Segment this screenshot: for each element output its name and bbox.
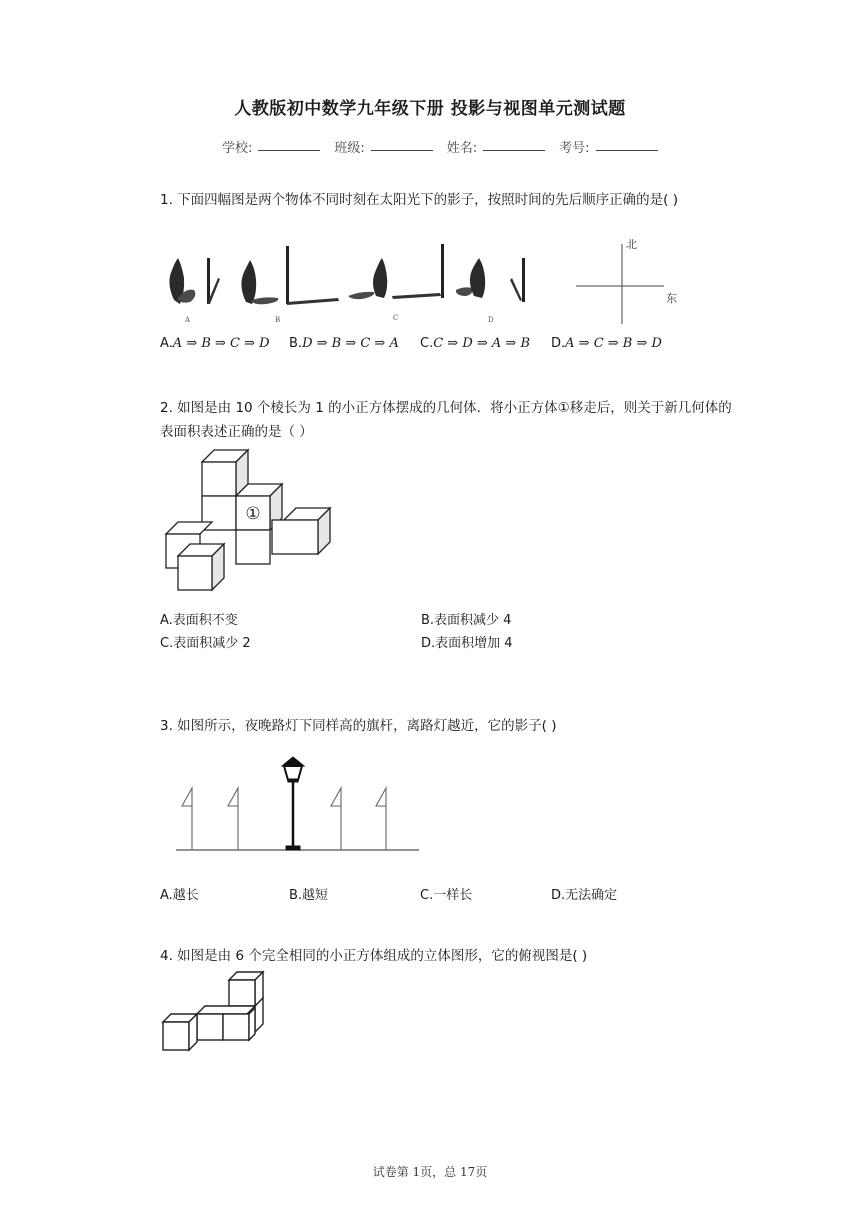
page-footer: 试卷第 1页，总 17页 — [372, 1165, 488, 1179]
east-label: 东 — [666, 292, 677, 305]
exam-number-blank[interactable] — [596, 137, 658, 151]
question-1-text: 1. 下面四幅图是两个物体不同时刻在太阳光下的影子，按照时间的先后顺序正确的是( ) — [160, 192, 678, 208]
class-label: 班级: — [334, 141, 365, 156]
q2-option-c[interactable]: C.表面积减少 2 — [160, 636, 251, 651]
q1-option-a[interactable]: A.A ⇒ B ⇒ C ⇒ D — [160, 336, 270, 351]
q3-option-a[interactable]: A.越长 — [160, 888, 199, 903]
q3-option-b[interactable]: B.越短 — [289, 888, 329, 903]
figure-d — [456, 258, 525, 324]
exam-number-label: 考号: — [559, 141, 590, 156]
q3-streetlamp-figure — [176, 752, 421, 854]
q1-option-b[interactable]: B.D ⇒ B ⇒ C ⇒ A — [289, 336, 399, 351]
compass-diagram — [576, 238, 677, 324]
q1-option-c[interactable]: C.C ⇒ D ⇒ A ⇒ B — [420, 336, 531, 351]
cube-1-marker: ① — [245, 504, 261, 524]
q2-cube-figure — [162, 446, 342, 596]
q1-shadow-figures — [160, 238, 680, 330]
name-label: 姓名: — [446, 141, 478, 156]
class-blank[interactable] — [371, 137, 433, 151]
q3-option-c[interactable]: C.一样长 — [420, 888, 473, 903]
question-4-text: 4. 如图是由 6 个完全相同的小正方体组成的立体图形，它的俯视图是( ) — [160, 948, 588, 964]
name-blank[interactable] — [483, 137, 545, 151]
figure-label-b: B — [275, 316, 281, 324]
q3-option-d[interactable]: D.无法确定 — [551, 888, 618, 903]
q1-option-d[interactable]: D.A ⇒ C ⇒ B ⇒ D — [551, 336, 662, 351]
figure-b — [241, 246, 339, 324]
q2-option-b[interactable]: B.表面积减少 4 — [421, 613, 512, 628]
figure-c — [348, 244, 444, 322]
north-label: 北 — [626, 238, 637, 251]
street-lamp — [282, 757, 304, 850]
figure-a — [169, 258, 220, 324]
school-label: 学校: — [222, 141, 253, 156]
q2-option-a[interactable]: A.表面积不变 — [160, 613, 238, 628]
question-2-text: 2. 如图是由 10 个棱长为 1 的小正方体摆成的几何体．将小正方体①移走后，则关于新几何体的表面积表述正确的是（ ） — [160, 400, 732, 440]
student-info-row — [222, 137, 666, 156]
figure-label-a: A — [185, 316, 191, 324]
question-3-text: 3. 如图所示，夜晚路灯下同样高的旗杆，离路灯越近，它的影子( ) — [160, 718, 557, 734]
figure-label-d: D — [488, 316, 494, 324]
figure-label-c: C — [393, 314, 399, 322]
q2-option-d[interactable]: D.表面积增加 4 — [421, 636, 513, 651]
q4-cube-figure — [161, 970, 271, 1054]
school-blank[interactable] — [258, 137, 320, 151]
page-title: 人教版初中数学九年级下册 投影与视图单元测试题 — [234, 99, 626, 119]
